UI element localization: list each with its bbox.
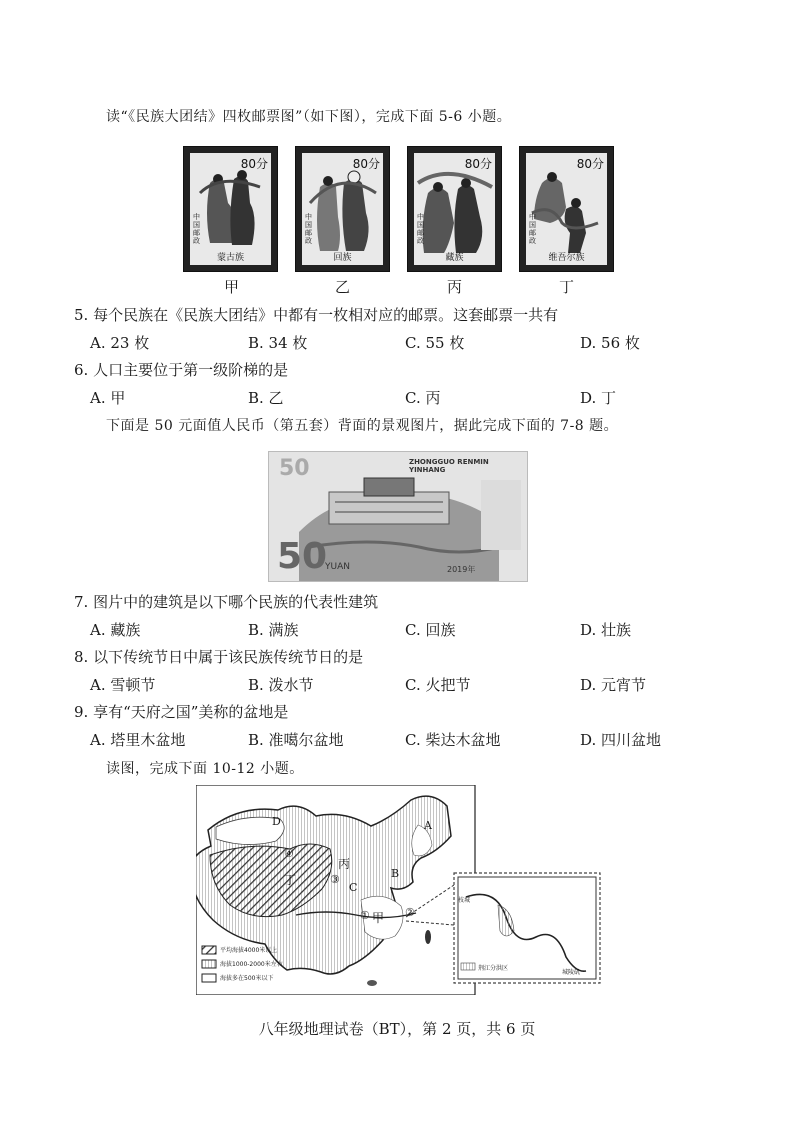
question-9: 9. 享有“天府之国”美称的盆地是 bbox=[74, 703, 289, 721]
q9-option-c: C. 柴达木盆地 bbox=[405, 731, 501, 749]
stamp-label-jia: 甲 bbox=[224, 278, 240, 296]
q5-option-d: D. 56 枚 bbox=[580, 334, 640, 352]
map-label-jia: 甲 bbox=[372, 911, 385, 925]
q9-option-b: B. 准噶尔盆地 bbox=[248, 731, 344, 749]
legend-mid: 海拔1000-2000米左右 bbox=[220, 961, 283, 968]
banknote-image bbox=[268, 451, 528, 582]
stamp-value: 80分 bbox=[352, 157, 380, 171]
q7-option-a: A. 藏族 bbox=[90, 621, 141, 639]
question-5: 5. 每个民族在《民族大团结》中都有一枚相对应的邮票。这套邮票一共有 bbox=[74, 306, 559, 324]
q6-option-c: C. 丙 bbox=[405, 389, 441, 407]
map-label-ding: 丁 bbox=[284, 873, 297, 887]
china-terrain-map bbox=[196, 785, 601, 995]
stamp-name: 藏族 bbox=[445, 253, 464, 263]
q5-option-a: A. 23 枚 bbox=[90, 334, 150, 352]
q6-option-d: D. 丁 bbox=[580, 389, 617, 407]
stamp-label-yi: 乙 bbox=[335, 278, 351, 296]
stamp-name: 维吾尔族 bbox=[548, 253, 585, 263]
stamp-country: 中国邮政 bbox=[193, 213, 200, 245]
page-footer: 八年级地理试卷（BT），第 2 页，共 6 页 bbox=[258, 1020, 536, 1038]
map-label-3: ③ bbox=[330, 873, 340, 886]
q6-option-b: B. 乙 bbox=[248, 389, 284, 407]
map-label-bing: 丙 bbox=[338, 857, 351, 871]
map-label-1: ① bbox=[360, 909, 370, 922]
stamp-tibetan bbox=[407, 146, 502, 272]
inset-legend: 荆江分洪区 bbox=[478, 965, 509, 972]
intro-map: 读图，完成下面 10-12 小题。 bbox=[106, 761, 304, 777]
map-label-A: A bbox=[424, 819, 432, 832]
q9-option-d: D. 四川盆地 bbox=[580, 731, 662, 749]
stamp-country: 中国邮政 bbox=[417, 213, 424, 245]
question-6: 6. 人口主要位于第一级阶梯的是 bbox=[74, 361, 289, 379]
map-label-4: ④ bbox=[284, 847, 294, 860]
stamp-country: 中国邮政 bbox=[305, 213, 312, 245]
stamp-name: 蒙古族 bbox=[216, 253, 244, 263]
q7-option-c: C. 回族 bbox=[405, 621, 456, 639]
stamp-label-ding: 丁 bbox=[559, 278, 575, 296]
banknote-year: 2019年 bbox=[447, 565, 476, 574]
legend-high: 平均海拔4000米以上 bbox=[220, 947, 278, 954]
stamp-uyghur bbox=[519, 146, 614, 272]
q5-option-c: C. 55 枚 bbox=[405, 334, 465, 352]
q5-option-b: B. 34 枚 bbox=[248, 334, 308, 352]
question-7: 7. 图片中的建筑是以下哪个民族的代表性建筑 bbox=[74, 593, 379, 611]
stamp-country: 中国邮政 bbox=[529, 213, 536, 245]
stamp-value: 80分 bbox=[576, 157, 604, 171]
inset-label-zhicheng: 枝城 bbox=[458, 897, 471, 904]
stamp-name: 回族 bbox=[333, 253, 352, 263]
stamp-value: 80分 bbox=[240, 157, 268, 171]
stamp-label-bing: 丙 bbox=[447, 278, 463, 296]
inset-label-chenglingji: 城陵矶 bbox=[562, 969, 581, 976]
intro-stamps: 读“《民族大团结》四枚邮票图”（如下图），完成下面 5-6 小题。 bbox=[106, 109, 512, 125]
map-label-C: C bbox=[349, 881, 358, 894]
q8-option-b: B. 泼水节 bbox=[248, 676, 314, 694]
legend-low: 海拔多在500米以下 bbox=[220, 975, 274, 982]
question-8: 8. 以下传统节日中属于该民族传统节日的是 bbox=[74, 648, 364, 666]
q8-option-d: D. 元宵节 bbox=[580, 676, 647, 694]
stamp-mongol bbox=[183, 146, 278, 272]
map-label-2: ② bbox=[405, 906, 415, 919]
banknote-corner-value: 50 bbox=[279, 456, 310, 481]
q8-option-a: A. 雪顿节 bbox=[90, 676, 156, 694]
banknote-big-value: 50 bbox=[277, 536, 328, 577]
q7-option-d: D. 壮族 bbox=[580, 621, 632, 639]
map-label-B: B bbox=[391, 867, 400, 880]
q9-option-a: A. 塔里木盆地 bbox=[90, 731, 186, 749]
intro-banknote: 下面是 50 元面值人民币（第五套）背面的景观图片，据此完成下面的 7-8 题。 bbox=[106, 418, 619, 434]
map-label-D: D bbox=[272, 815, 281, 828]
stamp-hui bbox=[295, 146, 390, 272]
banknote-header: ZHONGGUO RENMIN YINHANG bbox=[409, 458, 489, 474]
q7-option-b: B. 满族 bbox=[248, 621, 299, 639]
q8-option-c: C. 火把节 bbox=[405, 676, 471, 694]
stamp-value: 80分 bbox=[464, 157, 492, 171]
q6-option-a: A. 甲 bbox=[90, 389, 126, 407]
banknote-unit: YUAN bbox=[325, 562, 350, 572]
